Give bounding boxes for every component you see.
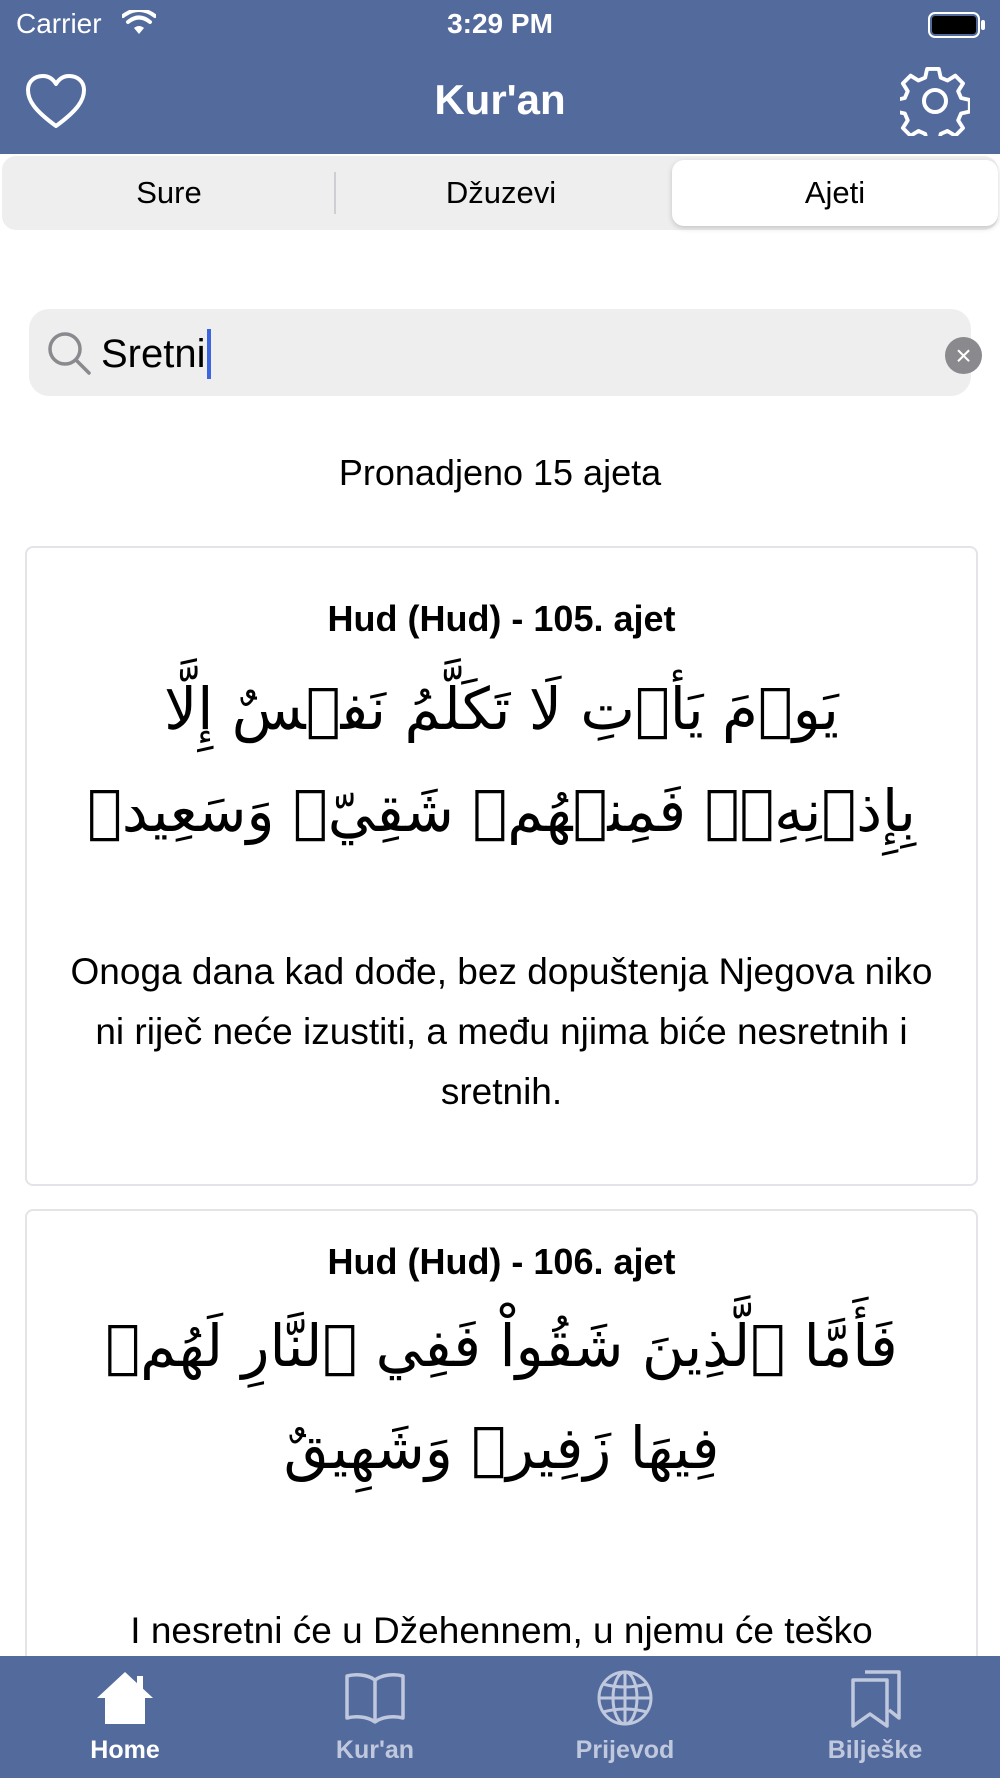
tab-label: Kur'an — [335, 1736, 415, 1764]
tab-biljeske[interactable] — [750, 1656, 1000, 1778]
bookmarks-icon — [750, 1668, 1000, 1728]
segment-sure[interactable]: Sure — [136, 175, 202, 210]
segmented-control — [2, 156, 998, 230]
ayah-arabic-text: فَأَمَّا ٱلَّذِينَ شَقُواْ فَفِي ٱلنَّارِ لَهُمۡ فِيهَا زَفِيرٞ وَشَهِيقٌ — [105, 1312, 898, 1482]
tab-label: Bilješke — [827, 1736, 923, 1764]
ayah-arabic-text: يَوۡمَ يَأۡتِ لَا تَكَلَّمُ نَفۡسٌ إِلَّا بِإِذۡنِهِۦۚ فَمِنۡهُمۡ شَقِيّٞ وَسَعِيدٞ — [87, 675, 916, 845]
top-bar — [0, 0, 1000, 154]
globe-icon — [500, 1668, 750, 1728]
ayah-card[interactable] — [25, 546, 978, 1186]
search-input[interactable] — [101, 329, 211, 379]
search-icon — [45, 329, 93, 382]
tab-label: Home — [90, 1736, 160, 1764]
page-title: Kur'an — [434, 76, 566, 123]
tab-home[interactable] — [0, 1656, 250, 1778]
gear-icon[interactable] — [900, 66, 970, 141]
results-count: Pronadjeno 15 ajeta — [338, 452, 662, 493]
home-icon — [0, 1668, 250, 1728]
ayah-translation: Onoga dana kad dođe, bez dopuštenja Njegova niko ni riječ neće izustiti, a među njima biće nesretnih i sretnih. — [70, 951, 933, 1112]
search-field[interactable] — [29, 309, 971, 396]
ayah-translation: I nesretni će u Džehennem, u njemu će teško — [130, 1610, 873, 1651]
status-time: 3:29 PM — [447, 8, 553, 39]
clear-icon[interactable]: × — [945, 337, 982, 374]
search-value: Sretni — [101, 331, 206, 376]
ayah-card[interactable] — [25, 1209, 978, 1693]
book-icon — [250, 1668, 500, 1728]
status-bar — [0, 0, 1000, 50]
ayah-title: Hud (Hud) - 105. ajet — [327, 598, 676, 639]
carrier-label: Carrier — [16, 8, 102, 39]
tab-label: Prijevod — [575, 1736, 675, 1764]
tab-prijevod[interactable] — [500, 1656, 750, 1778]
text-caret — [207, 329, 211, 379]
battery-icon — [928, 12, 986, 45]
ayah-title: Hud (Hud) - 106. ajet — [327, 1241, 676, 1282]
tab-bar — [0, 1656, 1000, 1778]
tab-kuran[interactable] — [250, 1656, 500, 1778]
segment-divider — [334, 172, 336, 214]
segment-dzuzevi[interactable]: Džuzevi — [445, 175, 557, 210]
segment-ajeti[interactable]: Ajeti — [672, 160, 998, 226]
